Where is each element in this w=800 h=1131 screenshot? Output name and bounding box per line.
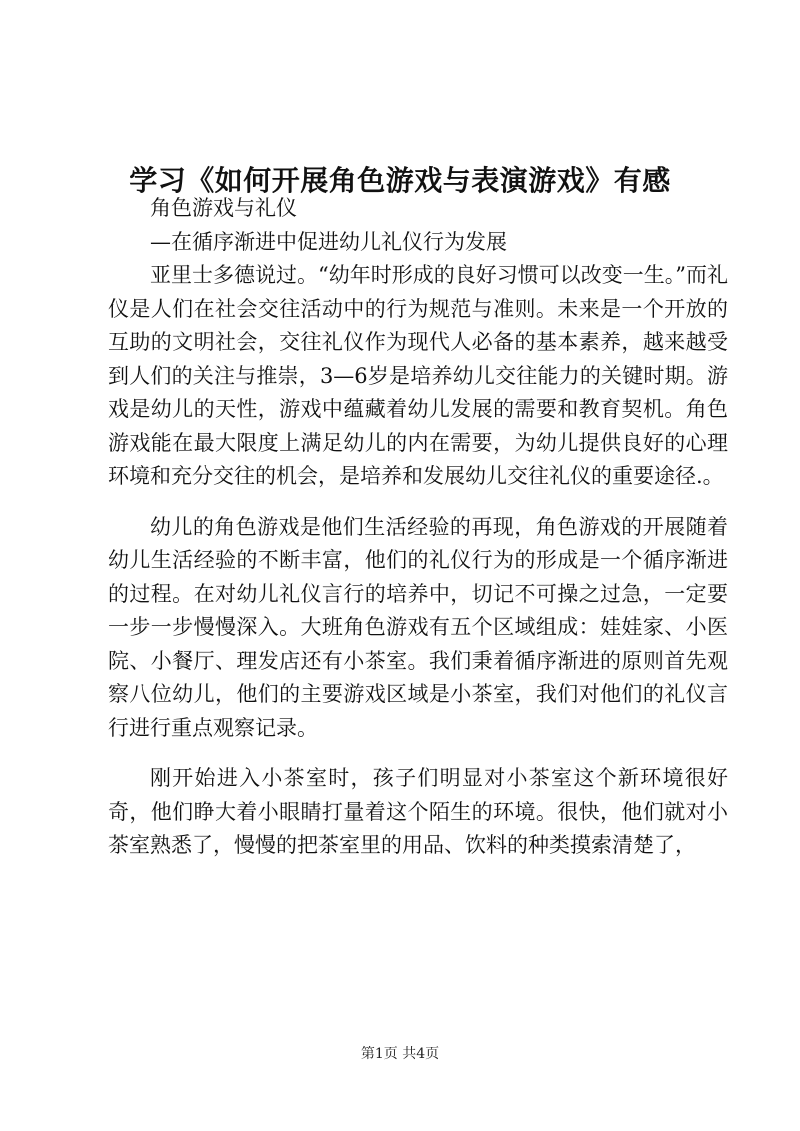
paragraph-3: 刚开始进入小茶室时，孩子们明显对小茶室这个新环境很好奇，他们睁大着小眼睛打量着这个陌生的环境。很快，他们就对小茶室熟悉了，慢慢的把茶室里的用品、饮料的种类摸索清楚了， bbox=[108, 766, 728, 857]
paragraph-1: 亚里士多德说过。“幼年时形成的良好习惯可以改变一生。”而礼仪是人们在社会交往活动中的行为规范与准则。未来是一个开放的互助的文明社会，交往礼仪作为现代人必备的基本素养，越来越受到人们的关注与推崇，3—6岁是培养幼儿交往能力的关键时期。游戏是幼儿的天性，游戏中蕴藏着幼儿发展的需要和教育契机。角色游戏能在最大限度上满足幼儿的内在需要，为幼儿提供良好的心理环境和充分交往的机会，是培养和发展幼儿交往礼仪的重要途径.。 bbox=[108, 263, 728, 488]
subtitle-line-2: —在循序渐进中促进幼儿礼仪行为发展 bbox=[150, 229, 507, 254]
subtitle-line: 角色游戏与礼仪 bbox=[150, 196, 297, 220]
page-footer: 第1页 共4页 bbox=[360, 1046, 440, 1062]
paragraph-2: 幼儿的角色游戏是他们生活经验的再现，角色游戏的开展随着幼儿生活经验的不断丰富，他们的礼仪行为的形成是一个循序渐进的过程。在对幼儿礼仪言行的培养中，切记不可操之过急，一定要一步一步慢慢深入。大班角色游戏有五个区域组成：娃娃家、小医院、小餐厅、理发店还有小茶室。我们秉着循序渐进的原则首先观察八位幼儿，他们的主要游戏区域是小茶室，我们对他们的礼仪言行进行重点观察记录。 bbox=[108, 514, 728, 740]
document-body bbox=[108, 192, 728, 863]
document-title: 学习《如何开展角色游戏与表演游戏》有感 bbox=[129, 163, 671, 197]
